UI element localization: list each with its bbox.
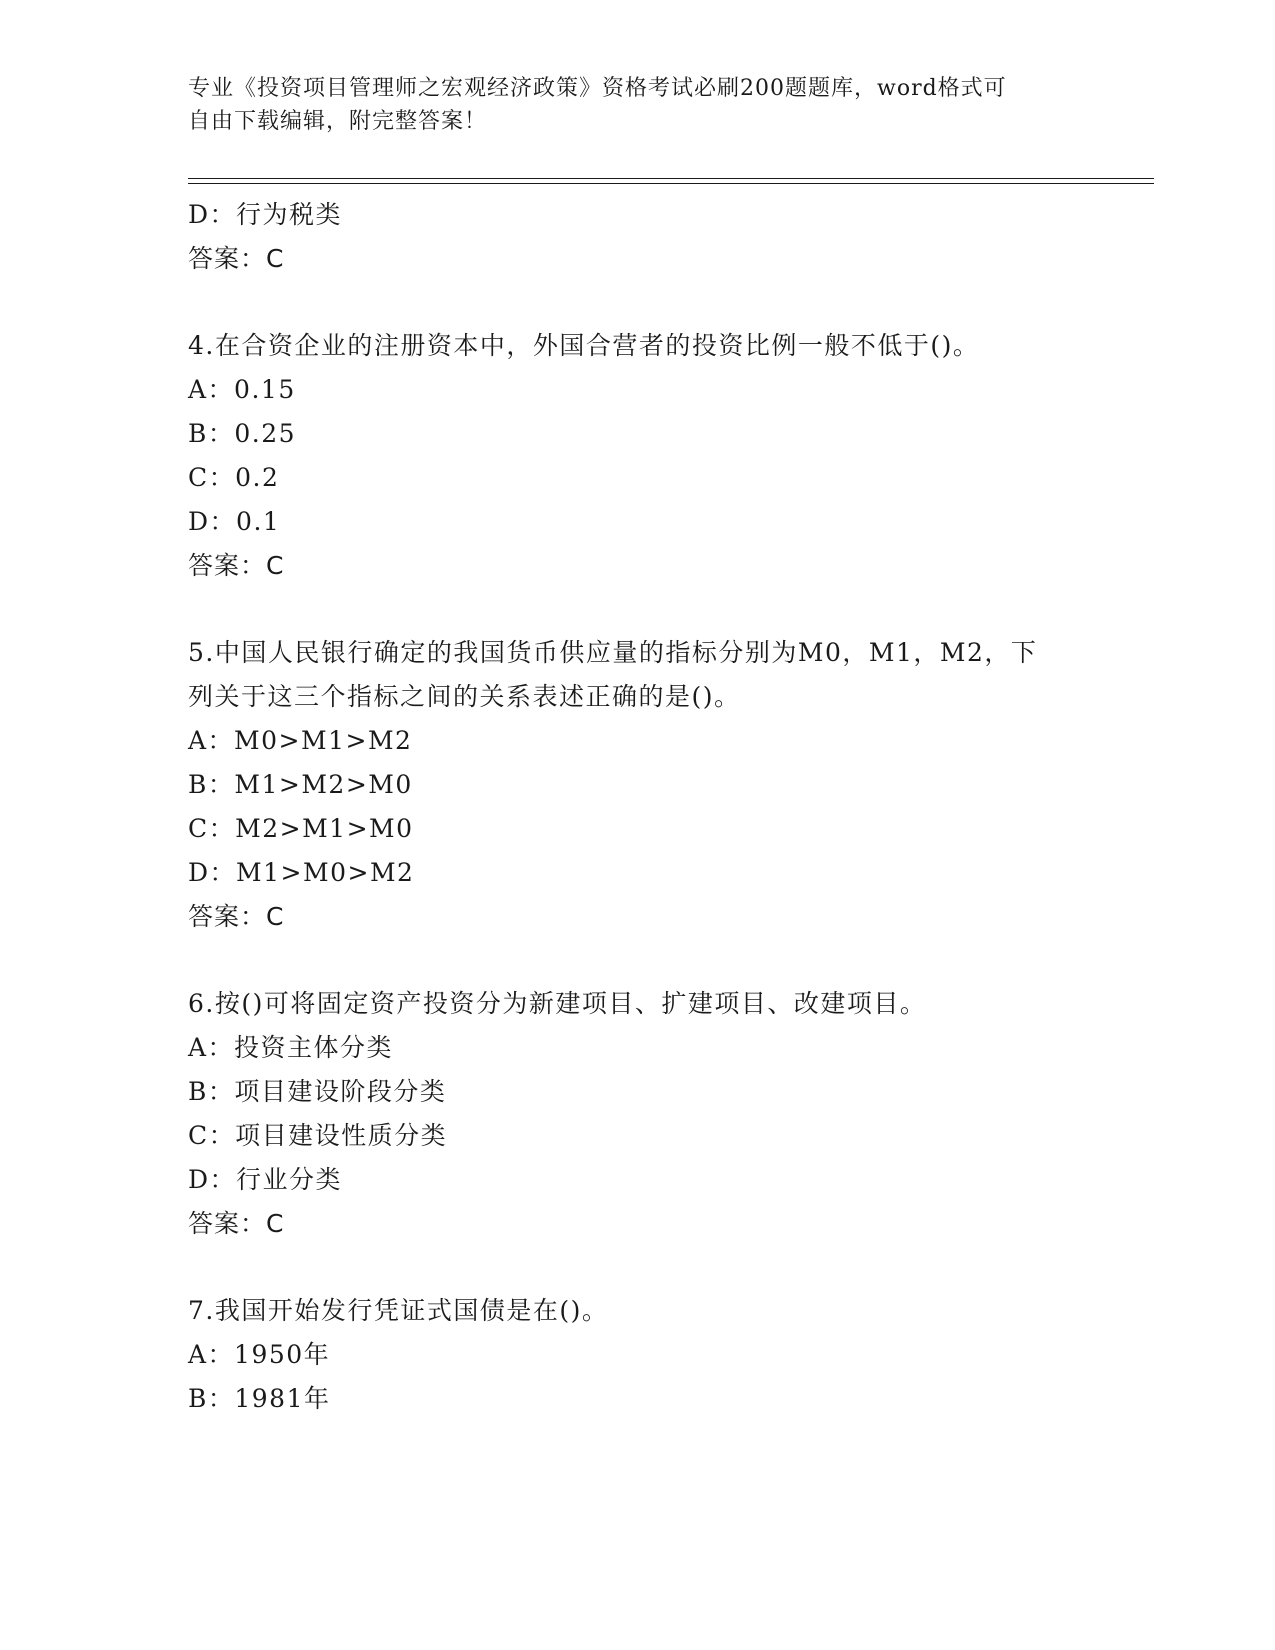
q5-option-a: A：M0>M1>M2	[188, 726, 413, 755]
q4-question: 4.在合资企业的注册资本中，外国合营者的投资比例一般不低于()。	[188, 331, 980, 360]
header-line-2: 自由下载编辑，附完整答案！	[188, 109, 488, 134]
header-line-1: 专业《投资项目管理师之宏观经济政策》资格考试必刷200题题库，word格式可	[188, 76, 1007, 101]
q5-question-line-1: 5.中国人民银行确定的我国货币供应量的指标分别为M0，M1，M2，下	[188, 638, 1038, 667]
q4-answer: 答案：C	[188, 551, 285, 580]
q6-question: 6.按()可将固定资产投资分为新建项目、扩建项目、改建项目。	[188, 989, 927, 1018]
header-rule-bottom	[188, 183, 1154, 184]
q5-option-c: C：M2>M1>M0	[188, 814, 414, 843]
q3-answer: 答案：C	[188, 244, 285, 273]
header-rule-top	[188, 178, 1154, 179]
q6-option-c: C：项目建设性质分类	[188, 1121, 448, 1150]
q5-option-d: D：M1>M0>M2	[188, 858, 415, 887]
q4-option-a: A：0.15	[188, 375, 296, 404]
q6-option-a: A：投资主体分类	[188, 1033, 394, 1062]
q6-option-b: B：项目建设阶段分类	[188, 1077, 447, 1106]
q7-option-a: A：1950年	[188, 1340, 331, 1369]
q4-option-b: B：0.25	[188, 419, 297, 448]
q5-option-b: B：M1>M2>M0	[188, 770, 413, 799]
q5-question-line-2: 列关于这三个指标之间的关系表述正确的是()。	[188, 682, 741, 711]
q6-answer: 答案：C	[188, 1209, 285, 1238]
q6-option-d: D：行业分类	[188, 1165, 343, 1194]
q4-option-c: C：0.2	[188, 463, 280, 492]
q5-answer: 答案：C	[188, 902, 285, 931]
q7-option-b: B：1981年	[188, 1384, 331, 1413]
q4-option-d: D：0.1	[188, 507, 281, 536]
q3-option-d: D：行为税类	[188, 200, 343, 229]
document-header	[188, 72, 1068, 138]
q7-question: 7.我国开始发行凭证式国债是在()。	[188, 1296, 609, 1325]
